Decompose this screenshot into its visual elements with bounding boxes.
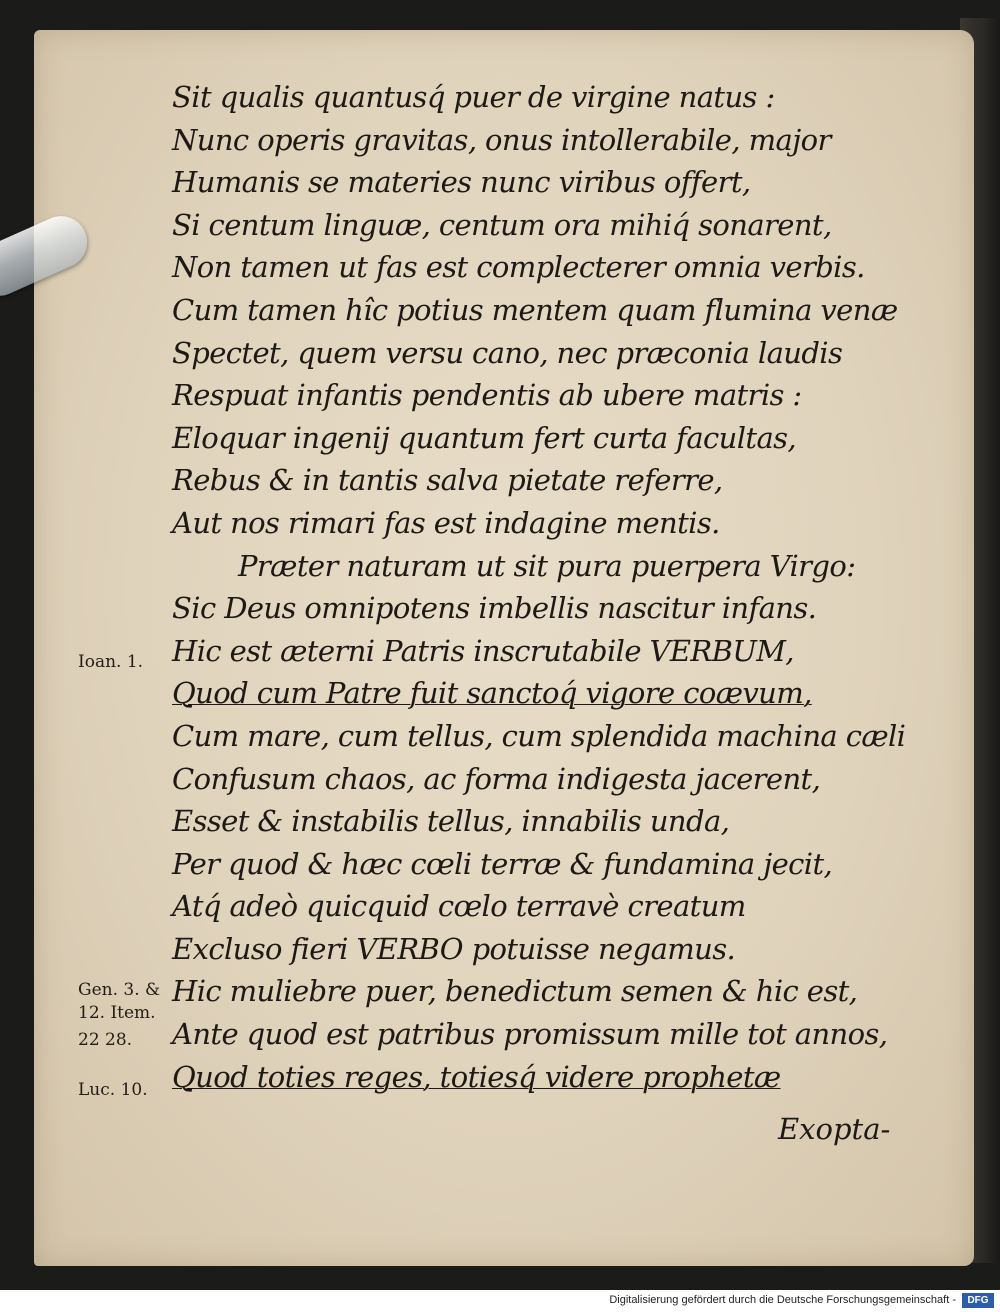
- catchword: Exopta-: [778, 1112, 891, 1146]
- digitization-footer: [0, 1290, 1000, 1312]
- verse-line: Esset & instabilis tellus, innabilis unda,: [172, 804, 730, 839]
- margin-note-ioan: Ioan. 1.: [78, 652, 144, 672]
- verse-line: Eloquar ingenij quantum fert curta facultas,: [172, 420, 797, 455]
- verse-line: Quod toties reges, totiesq́ videre prophetæ: [172, 1059, 781, 1094]
- verse-line: Humanis se materies nunc viribus offert,: [172, 165, 751, 200]
- verse-line: Excluso fieri VERBO potuisse negamus.: [172, 931, 736, 966]
- margin-note-luc: Luc. 10.: [78, 1080, 148, 1100]
- verse-line: Atq́ adeò quicquid cœlo terravè creatum: [172, 889, 746, 924]
- verse-line: Rebus & in tantis salva pietate referre,: [172, 463, 723, 498]
- verse-line: Sic Deus omnipotens imbellis nascitur infans.: [172, 591, 817, 626]
- footer-credit: Digitalisierung gefördert durch die Deutsche Forschungsgemeinschaft -: [609, 1294, 956, 1306]
- verse-line: Cum mare, cum tellus, cum splendida machina cæli: [172, 718, 906, 753]
- dfg-logo: DFG: [962, 1293, 994, 1308]
- verse-line: Nunc operis gravitas, onus intollerabile, major: [172, 122, 831, 157]
- verse-line: Hic muliebre puer, benedictum semen & hic est,: [172, 974, 858, 1009]
- margin-note-item: 12. Item.: [78, 1003, 156, 1023]
- verse-line: Præter naturam ut sit pura puerpera Virgo:: [238, 548, 856, 583]
- verse-line: Confusum chaos, ac forma indigesta jacerent,: [172, 761, 821, 796]
- verse-line: Respuat infantis pendentis ab ubere matris :: [172, 378, 802, 413]
- verse-block: [172, 76, 906, 1098]
- verse-line: Quod cum Patre fuit sanctoq́ vigore coævum,: [172, 676, 812, 711]
- verse-line: Hic est æterni Patris inscrutabile VERBUM,: [172, 633, 794, 668]
- margin-note-ref: 22 28.: [78, 1030, 133, 1050]
- verse-line: Cum tamen hîc potius mentem quam flumina venæ: [172, 292, 898, 327]
- verse-line: Per quod & hæc cœli terræ & fundamina jecit,: [172, 846, 833, 881]
- verse-line: Ante quod est patribus promissum mille tot annos,: [172, 1017, 888, 1052]
- verse-line: Si centum linguæ, centum ora mihiq́ sonarent,: [172, 207, 832, 242]
- verse-line: Sit qualis quantusq́ puer de virgine natus :: [172, 80, 775, 114]
- margin-note-gen: Gen. 3. &: [78, 980, 161, 1000]
- verse-line: Aut nos rimari fas est indagine mentis.: [172, 505, 720, 540]
- verse-line: Spectet, quem versu cano, nec præconia laudis: [172, 335, 843, 370]
- verse-line: Non tamen ut fas est complecterer omnia verbis.: [172, 250, 865, 285]
